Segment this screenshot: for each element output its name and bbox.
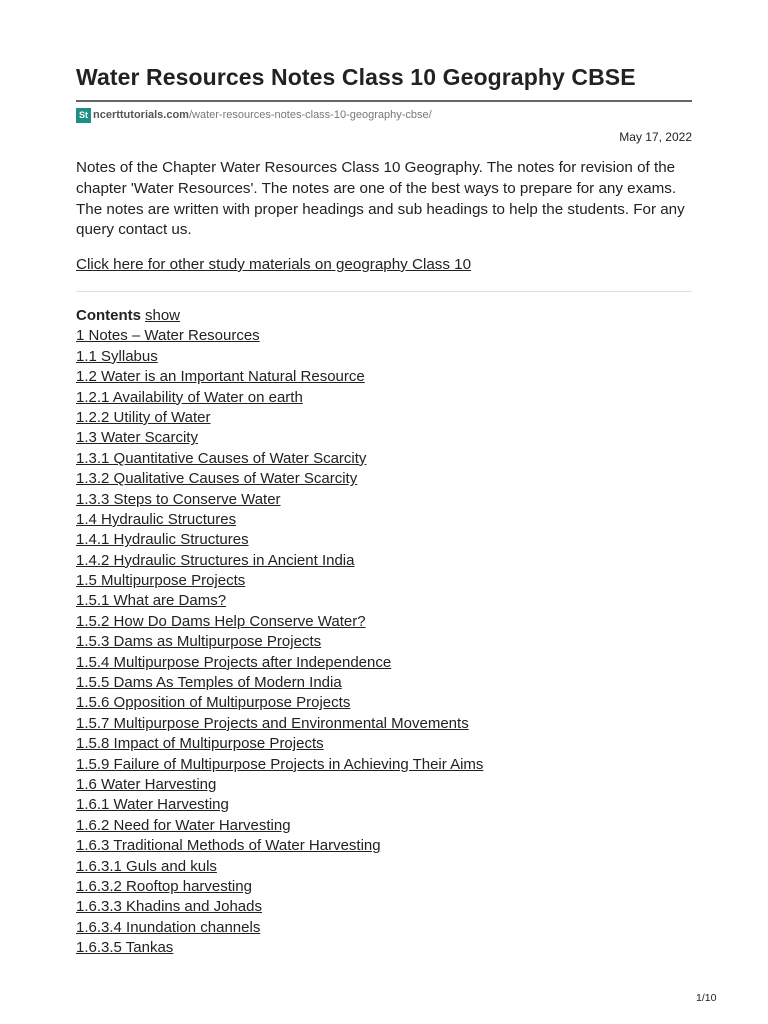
toc-link[interactable]: 1.2 Water is an Important Natural Resource — [76, 368, 365, 386]
toc-link[interactable]: 1.5.4 Multipurpose Projects after Independence — [76, 653, 392, 671]
toc-link[interactable]: 1.3.2 Qualitative Causes of Water Scarcity — [76, 470, 358, 488]
toc-link[interactable]: 1.6.3.4 Inundation channels — [76, 918, 261, 936]
toc-link[interactable]: 1.6.3.2 Rooftop harvesting — [76, 877, 252, 895]
toc-list — [76, 326, 483, 958]
source-domain[interactable]: ncerttutorials.com — [93, 109, 189, 121]
toc-link[interactable]: 1.5.9 Failure of Multipurpose Projects in Achieving Their Aims — [76, 755, 484, 773]
toc-link[interactable]: 1.6.1 Water Harvesting — [76, 796, 229, 814]
toc-link[interactable]: 1.5.3 Dams as Multipurpose Projects — [76, 633, 322, 651]
toc-link[interactable]: 1 Notes – Water Resources — [76, 327, 260, 345]
toc-link[interactable]: 1.2.1 Availability of Water on earth — [76, 388, 303, 406]
toc-link[interactable]: 1.6.3 Traditional Methods of Water Harvesting — [76, 837, 381, 855]
toc-link[interactable]: 1.4.1 Hydraulic Structures — [76, 531, 249, 549]
toc-link[interactable]: 1.6.3.5 Tankas — [76, 939, 174, 957]
toc-link[interactable]: 1.5.8 Impact of Multipurpose Projects — [76, 735, 324, 753]
site-logo-icon: St — [76, 108, 91, 123]
toc-heading: Contents — [76, 307, 141, 324]
table-of-contents — [76, 306, 483, 959]
toc-link[interactable]: 1.6 Water Harvesting — [76, 775, 217, 793]
toc-link[interactable]: 1.5.5 Dams As Temples of Modern India — [76, 674, 342, 692]
toc-show-toggle[interactable]: show — [145, 307, 181, 324]
intro-paragraph: Notes of the Chapter Water Resources Class 10 Geography. The notes for revision of the chapter 'Water Resources'. The notes are one of the best ways to prepare for any exams. The notes are written with proper headings and sub headings to help the students. For any query contact us. — [76, 159, 685, 239]
toc-link[interactable]: 1.3.1 Quantitative Causes of Water Scarcity — [76, 449, 367, 467]
toc-link[interactable]: 1.5.2 How Do Dams Help Conserve Water? — [76, 612, 366, 630]
toc-link[interactable]: 1.4.2 Hydraulic Structures in Ancient India — [76, 551, 355, 569]
toc-link[interactable]: 1.5.6 Opposition of Multipurpose Projects — [76, 694, 351, 712]
toc-link[interactable]: 1.1 Syllabus — [76, 347, 158, 365]
study-materials-link[interactable]: Click here for other study materials on geography Class 10 — [76, 256, 472, 273]
page-number: 1/10 — [696, 992, 717, 1004]
toc-header — [76, 306, 483, 326]
source-url[interactable] — [76, 107, 432, 123]
toc-link[interactable]: 1.6.2 Need for Water Harvesting — [76, 816, 291, 834]
toc-link[interactable]: 1.2.2 Utility of Water — [76, 408, 211, 426]
toc-link[interactable]: 1.4 Hydraulic Structures — [76, 510, 237, 528]
toc-link[interactable]: 1.3 Water Scarcity — [76, 429, 198, 447]
toc-link[interactable]: 1.6.3.3 Khadins and Johads — [76, 898, 262, 916]
source-path[interactable]: /water-resources-notes-class-10-geography-cbse/ — [188, 109, 432, 121]
toc-link[interactable]: 1.5 Multipurpose Projects — [76, 572, 246, 590]
toc-link[interactable]: 1.5.7 Multipurpose Projects and Environmental Movements — [76, 714, 469, 732]
toc-link[interactable]: 1.5.1 What are Dams? — [76, 592, 227, 610]
toc-link[interactable]: 1.6.3.1 Guls and kuls — [76, 857, 217, 875]
toc-link[interactable]: 1.3.3 Steps to Conserve Water — [76, 490, 281, 508]
title-divider — [76, 100, 692, 102]
publish-date: May 17, 2022 — [619, 130, 692, 144]
section-divider — [76, 291, 692, 292]
page-title: Water Resources Notes Class 10 Geography CBSE — [76, 64, 636, 90]
